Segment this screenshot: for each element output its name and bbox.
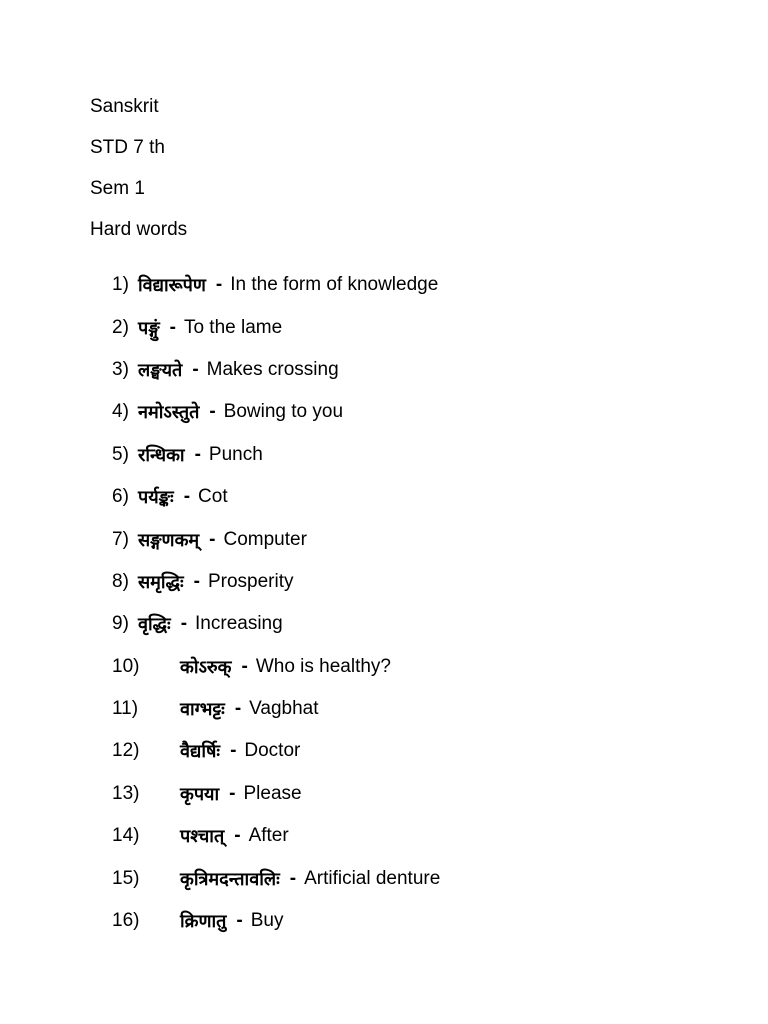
english-meaning: To the lame xyxy=(183,316,283,338)
sanskrit-word: समृद्धिः xyxy=(138,571,184,593)
list-item xyxy=(112,646,440,688)
list-item xyxy=(112,391,440,433)
item-number: 8) xyxy=(112,570,129,592)
english-meaning: Computer xyxy=(223,528,307,550)
section-heading: Hard words xyxy=(90,219,188,240)
separator-dash: - xyxy=(236,910,243,932)
list-item xyxy=(112,688,440,730)
english-meaning: Increasing xyxy=(195,613,283,635)
english-meaning: Doctor xyxy=(244,740,301,762)
separator-dash: - xyxy=(169,316,176,338)
list-item xyxy=(112,434,440,476)
separator-dash: - xyxy=(192,358,199,380)
english-meaning: Vagbhat xyxy=(249,698,319,720)
sanskrit-word: सङ्गणकम् xyxy=(138,529,200,551)
sanskrit-word: कृपया xyxy=(180,783,220,805)
item-number: 4) xyxy=(112,401,129,423)
sanskrit-word: कृत्रिमदन्तावलिः xyxy=(180,868,280,890)
list-item xyxy=(112,900,440,942)
list-item xyxy=(112,306,440,348)
item-number: 3) xyxy=(112,358,129,380)
list-item xyxy=(112,603,440,645)
item-number: 7) xyxy=(112,528,129,550)
item-number: 16) xyxy=(112,910,140,932)
separator-dash: - xyxy=(215,274,223,296)
sanskrit-word: वैद्यर्षिः xyxy=(180,741,221,763)
sanskrit-word: क्रिणातु xyxy=(180,911,227,933)
english-meaning: Prosperity xyxy=(207,570,294,592)
separator-dash: - xyxy=(289,867,297,889)
separator-dash: - xyxy=(209,528,216,550)
list-item xyxy=(112,349,440,391)
english-meaning: Artificial denture xyxy=(304,867,441,889)
sanskrit-word: कोऽरुक् xyxy=(180,656,232,678)
english-meaning: Please xyxy=(243,782,302,804)
separator-dash: - xyxy=(193,570,200,592)
english-meaning: Punch xyxy=(208,443,263,465)
english-meaning: Buy xyxy=(250,910,284,932)
list-item xyxy=(112,518,440,560)
english-meaning: Bowing to you xyxy=(223,401,344,423)
item-number: 12) xyxy=(112,740,140,762)
sanskrit-word: रन्धिका xyxy=(138,444,185,466)
item-number: 11) xyxy=(112,698,139,720)
separator-dash: - xyxy=(241,655,248,677)
english-meaning: After xyxy=(248,825,289,847)
sanskrit-word: पश्चात् xyxy=(180,826,225,848)
item-number: 15) xyxy=(112,867,140,889)
standard-heading: STD 7 th xyxy=(90,137,165,158)
list-item xyxy=(112,857,440,899)
sanskrit-word: लङ्घयते xyxy=(138,359,183,381)
separator-dash: - xyxy=(209,401,216,423)
separator-dash: - xyxy=(229,782,236,804)
list-item xyxy=(112,773,440,815)
separator-dash: - xyxy=(234,825,241,847)
separator-dash: - xyxy=(230,740,237,762)
separator-dash: - xyxy=(180,613,188,635)
item-number: 2) xyxy=(112,316,129,338)
english-meaning: In the form of knowledge xyxy=(230,274,439,296)
list-item xyxy=(112,730,440,772)
hard-words-list xyxy=(112,264,440,942)
subject-heading: Sanskrit xyxy=(90,96,159,117)
sanskrit-word: वाग्भट्टः xyxy=(180,699,225,721)
sanskrit-word: वृद्धिः xyxy=(138,614,171,636)
list-item xyxy=(112,561,440,603)
list-item xyxy=(112,264,440,306)
item-number: 6) xyxy=(112,486,129,508)
semester-heading: Sem 1 xyxy=(90,178,145,199)
list-item xyxy=(112,476,440,518)
sanskrit-word: पङ्गुं xyxy=(138,317,160,339)
english-meaning: Who is healthy? xyxy=(255,655,391,677)
item-number: 13) xyxy=(112,782,140,804)
sanskrit-word: पर्यङ्कः xyxy=(138,487,174,509)
separator-dash: - xyxy=(183,486,191,508)
item-number: 5) xyxy=(112,443,129,465)
item-number: 1) xyxy=(112,274,129,296)
separator-dash: - xyxy=(194,443,201,465)
list-item xyxy=(112,815,440,857)
item-number: 9) xyxy=(112,613,129,635)
sanskrit-word: नमोऽस्तुते xyxy=(138,402,200,424)
english-meaning: Makes crossing xyxy=(206,358,339,380)
item-number: 10) xyxy=(112,655,140,677)
sanskrit-word: विद्यारूपेण xyxy=(138,275,206,297)
separator-dash: - xyxy=(234,698,242,720)
english-meaning: Cot xyxy=(198,486,228,508)
item-number: 14) xyxy=(112,825,140,847)
